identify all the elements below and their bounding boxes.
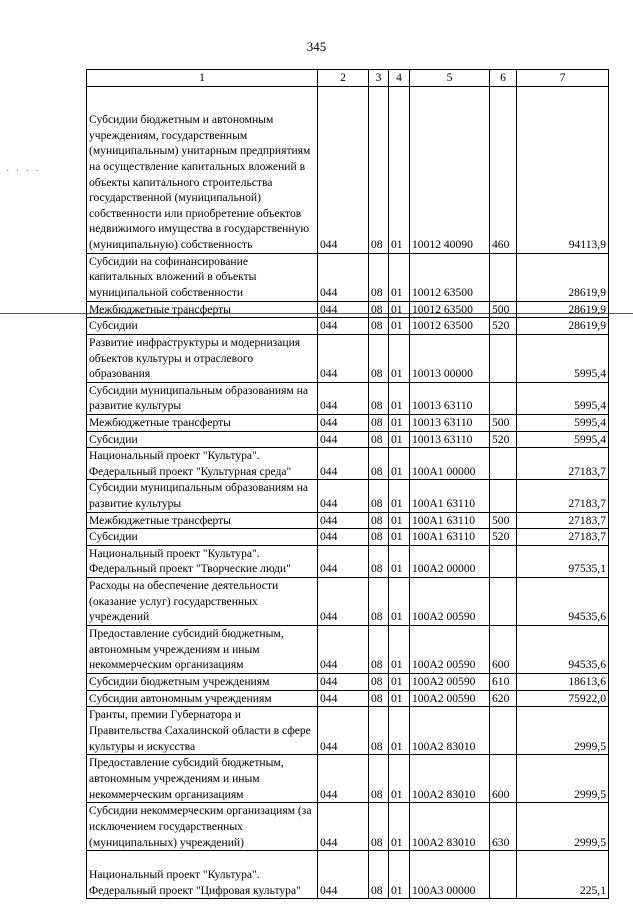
header-cell: 4 [389, 70, 410, 87]
row-target-article-cell: 100А2 83010 [410, 803, 490, 851]
row-name-cell: Субсидии муниципальным образованиям на развитие культуры [87, 480, 318, 512]
row-section-code-cell: 08 [369, 577, 389, 625]
table-row [87, 512, 609, 529]
table-row [87, 253, 609, 301]
row-subsection-code-cell: 01 [389, 577, 410, 625]
table-row [87, 480, 609, 512]
row-amount-cell: 225,1 [517, 851, 609, 899]
row-subsection-code-cell: 01 [389, 755, 410, 803]
table-row [87, 382, 609, 414]
row-name-cell: Предоставление субсидий бюджетным, автономным учреждениям и иным некоммерческим организациям [87, 625, 318, 673]
row-subsection-code-cell: 01 [389, 86, 410, 253]
row-subsection-code-cell: 01 [389, 690, 410, 707]
row-target-article-cell: 10012 63500 [410, 318, 490, 335]
row-target-article-cell: 100А2 00590 [410, 673, 490, 690]
row-subsection-code-cell: 01 [389, 803, 410, 851]
row-subsection-code-cell: 01 [389, 334, 410, 382]
table-row [87, 803, 609, 851]
row-expense-type-cell [490, 480, 517, 512]
row-target-article-cell: 10013 63110 [410, 431, 490, 448]
row-expense-type-cell: 620 [490, 690, 517, 707]
table-row [87, 755, 609, 803]
row-amount-cell: 94535,6 [517, 577, 609, 625]
row-target-article-cell: 100А3 00000 [410, 851, 490, 899]
row-name-cell: Расходы на обеспечение деятельности (оказание услуг) государственных учреждений [87, 577, 318, 625]
row-subsection-code-cell: 01 [389, 545, 410, 577]
row-section-code-cell: 08 [369, 851, 389, 899]
row-ministry-code-cell: 044 [318, 755, 369, 803]
row-target-article-cell: 10013 00000 [410, 334, 490, 382]
scan-noise-mark: · · · · [6, 166, 41, 177]
row-subsection-code-cell: 01 [389, 480, 410, 512]
row-name-cell: Межбюджетные трансферты [87, 512, 318, 529]
row-name-cell: Гранты, премии Губернатора и Правительства Сахалинской области в сфере культуры и искусства [87, 707, 318, 755]
row-amount-cell: 18613,6 [517, 673, 609, 690]
table-row [87, 577, 609, 625]
row-ministry-code-cell: 044 [318, 707, 369, 755]
row-expense-type-cell [490, 851, 517, 899]
row-section-code-cell: 08 [369, 253, 389, 301]
table-row [87, 431, 609, 448]
row-target-article-cell: 100А1 63110 [410, 480, 490, 512]
row-subsection-code-cell: 01 [389, 448, 410, 480]
row-expense-type-cell [490, 577, 517, 625]
row-target-article-cell: 100А2 83010 [410, 707, 490, 755]
header-cell: 2 [318, 70, 369, 87]
row-section-code-cell: 08 [369, 448, 389, 480]
row-subsection-code-cell: 01 [389, 253, 410, 301]
row-amount-cell: 27183,7 [517, 529, 609, 546]
row-name-cell: Субсидии на софинансирование капитальных вложений в объекты муниципальной собственности [87, 253, 318, 301]
row-subsection-code-cell: 01 [389, 301, 410, 318]
row-ministry-code-cell: 044 [318, 529, 369, 546]
row-subsection-code-cell: 01 [389, 673, 410, 690]
row-expense-type-cell: 630 [490, 803, 517, 851]
row-section-code-cell: 08 [369, 803, 389, 851]
table-row [87, 673, 609, 690]
row-expense-type-cell: 610 [490, 673, 517, 690]
row-subsection-code-cell: 01 [389, 318, 410, 335]
table-row [87, 707, 609, 755]
row-name-cell: Субсидии бюджетным и автономным учреждениям, государственным (муниципальным) унитарным предприятиям на осуществление капитальных вложений в объекты капитального строительства государственной (муниципальной) собственности или приобретение объектов недвижимого имущества в государственную (муниципальную) собственность [87, 86, 318, 253]
row-section-code-cell: 08 [369, 690, 389, 707]
row-expense-type-cell: 500 [490, 414, 517, 431]
row-ministry-code-cell: 044 [318, 625, 369, 673]
row-expense-type-cell: 460 [490, 86, 517, 253]
table-row [87, 414, 609, 431]
row-name-cell: Субсидии [87, 529, 318, 546]
row-amount-cell: 28619,9 [517, 318, 609, 335]
row-name-cell: Субсидии [87, 431, 318, 448]
row-expense-type-cell: 520 [490, 431, 517, 448]
budget-table [86, 69, 609, 899]
row-name-cell: Межбюджетные трансферты [87, 414, 318, 431]
row-ministry-code-cell: 044 [318, 301, 369, 318]
row-expense-type-cell: 520 [490, 529, 517, 546]
table-row [87, 301, 609, 318]
row-amount-cell: 5995,4 [517, 431, 609, 448]
row-expense-type-cell [490, 545, 517, 577]
row-expense-type-cell: 600 [490, 625, 517, 673]
row-section-code-cell: 08 [369, 480, 389, 512]
table-row [87, 625, 609, 673]
row-ministry-code-cell: 044 [318, 803, 369, 851]
row-section-code-cell: 08 [369, 431, 389, 448]
row-ministry-code-cell: 044 [318, 431, 369, 448]
row-ministry-code-cell: 044 [318, 318, 369, 335]
row-expense-type-cell: 520 [490, 318, 517, 335]
row-amount-cell: 2999,5 [517, 803, 609, 851]
row-amount-cell: 97535,1 [517, 545, 609, 577]
row-name-cell: Субсидии автономным учреждениям [87, 690, 318, 707]
row-section-code-cell: 08 [369, 382, 389, 414]
row-ministry-code-cell: 044 [318, 448, 369, 480]
row-ministry-code-cell: 044 [318, 86, 369, 253]
row-subsection-code-cell: 01 [389, 851, 410, 899]
row-name-cell: Субсидии бюджетным учреждениям [87, 673, 318, 690]
row-expense-type-cell [490, 253, 517, 301]
row-target-article-cell: 10012 40090 [410, 86, 490, 253]
row-amount-cell: 27183,7 [517, 448, 609, 480]
header-cell: 7 [517, 70, 609, 87]
row-expense-type-cell [490, 382, 517, 414]
row-section-code-cell: 08 [369, 512, 389, 529]
row-target-article-cell: 10012 63500 [410, 301, 490, 318]
row-target-article-cell: 100А2 00590 [410, 690, 490, 707]
row-target-article-cell: 10012 63500 [410, 253, 490, 301]
row-ministry-code-cell: 044 [318, 334, 369, 382]
row-section-code-cell: 08 [369, 625, 389, 673]
row-expense-type-cell [490, 707, 517, 755]
row-subsection-code-cell: 01 [389, 529, 410, 546]
row-target-article-cell: 100А2 00590 [410, 577, 490, 625]
table-header-row [87, 70, 609, 87]
row-subsection-code-cell: 01 [389, 414, 410, 431]
row-target-article-cell: 100А2 00590 [410, 625, 490, 673]
row-name-cell: Субсидии [87, 318, 318, 335]
row-name-cell: Национальный проект "Культура". Федеральный проект "Творческие люди" [87, 545, 318, 577]
row-amount-cell: 27183,7 [517, 480, 609, 512]
header-cell: 3 [369, 70, 389, 87]
row-amount-cell: 5995,4 [517, 414, 609, 431]
row-target-article-cell: 100А2 83010 [410, 755, 490, 803]
row-ministry-code-cell: 044 [318, 480, 369, 512]
row-ministry-code-cell: 044 [318, 690, 369, 707]
page-number: 345 [306, 39, 327, 54]
row-section-code-cell: 08 [369, 529, 389, 546]
row-target-article-cell: 100А1 63110 [410, 512, 490, 529]
row-target-article-cell: 10013 63110 [410, 382, 490, 414]
row-name-cell: Национальный проект "Культура". Федеральный проект "Культурная среда" [87, 448, 318, 480]
row-expense-type-cell [490, 448, 517, 480]
row-section-code-cell: 08 [369, 86, 389, 253]
row-name-cell: Субсидии некоммерческим организациям (за исключением государственных (муниципальных) учреждений) [87, 803, 318, 851]
row-amount-cell: 94535,6 [517, 625, 609, 673]
row-name-cell: Субсидии муниципальным образованиям на развитие культуры [87, 382, 318, 414]
row-subsection-code-cell: 01 [389, 431, 410, 448]
table-row [87, 690, 609, 707]
row-target-article-cell: 100А1 63110 [410, 529, 490, 546]
row-ministry-code-cell: 044 [318, 577, 369, 625]
row-amount-cell: 28619,9 [517, 253, 609, 301]
table-row [87, 851, 609, 899]
row-subsection-code-cell: 01 [389, 382, 410, 414]
table-row [87, 529, 609, 546]
row-name-cell: Межбюджетные трансферты [87, 301, 318, 318]
row-ministry-code-cell: 044 [318, 545, 369, 577]
row-expense-type-cell: 600 [490, 755, 517, 803]
row-ministry-code-cell: 044 [318, 851, 369, 899]
table-row [87, 448, 609, 480]
row-section-code-cell: 08 [369, 755, 389, 803]
row-name-cell: Предоставление субсидий бюджетным, автономным учреждениям и иным некоммерческим организациям [87, 755, 318, 803]
row-ministry-code-cell: 044 [318, 414, 369, 431]
row-amount-cell: 2999,5 [517, 755, 609, 803]
row-amount-cell: 27183,7 [517, 512, 609, 529]
row-ministry-code-cell: 044 [318, 253, 369, 301]
row-ministry-code-cell: 044 [318, 512, 369, 529]
header-cell: 6 [490, 70, 517, 87]
row-subsection-code-cell: 01 [389, 707, 410, 755]
row-ministry-code-cell: 044 [318, 673, 369, 690]
row-amount-cell: 94113,9 [517, 86, 609, 253]
row-target-article-cell: 100А1 00000 [410, 448, 490, 480]
row-subsection-code-cell: 01 [389, 512, 410, 529]
row-section-code-cell: 08 [369, 318, 389, 335]
row-amount-cell: 5995,4 [517, 334, 609, 382]
table-row [87, 334, 609, 382]
row-target-article-cell: 10013 63110 [410, 414, 490, 431]
row-target-article-cell: 100А2 00000 [410, 545, 490, 577]
header-cell: 1 [87, 70, 318, 87]
row-name-cell: Развитие инфраструктуры и модернизация объектов культуры и отраслевого образования [87, 334, 318, 382]
header-cell: 5 [410, 70, 490, 87]
row-expense-type-cell: 500 [490, 512, 517, 529]
row-section-code-cell: 08 [369, 707, 389, 755]
row-amount-cell: 2999,5 [517, 707, 609, 755]
row-section-code-cell: 08 [369, 414, 389, 431]
row-name-cell: Национальный проект "Культура". Федеральный проект "Цифровая культура" [87, 851, 318, 899]
row-amount-cell: 75922,0 [517, 690, 609, 707]
row-expense-type-cell [490, 334, 517, 382]
table-row [87, 86, 609, 253]
table-row [87, 545, 609, 577]
row-expense-type-cell: 500 [490, 301, 517, 318]
row-section-code-cell: 08 [369, 334, 389, 382]
table-row [87, 318, 609, 335]
row-section-code-cell: 08 [369, 301, 389, 318]
row-section-code-cell: 08 [369, 545, 389, 577]
row-section-code-cell: 08 [369, 673, 389, 690]
row-amount-cell: 28619,9 [517, 301, 609, 318]
row-ministry-code-cell: 044 [318, 382, 369, 414]
row-subsection-code-cell: 01 [389, 625, 410, 673]
row-amount-cell: 5995,4 [517, 382, 609, 414]
